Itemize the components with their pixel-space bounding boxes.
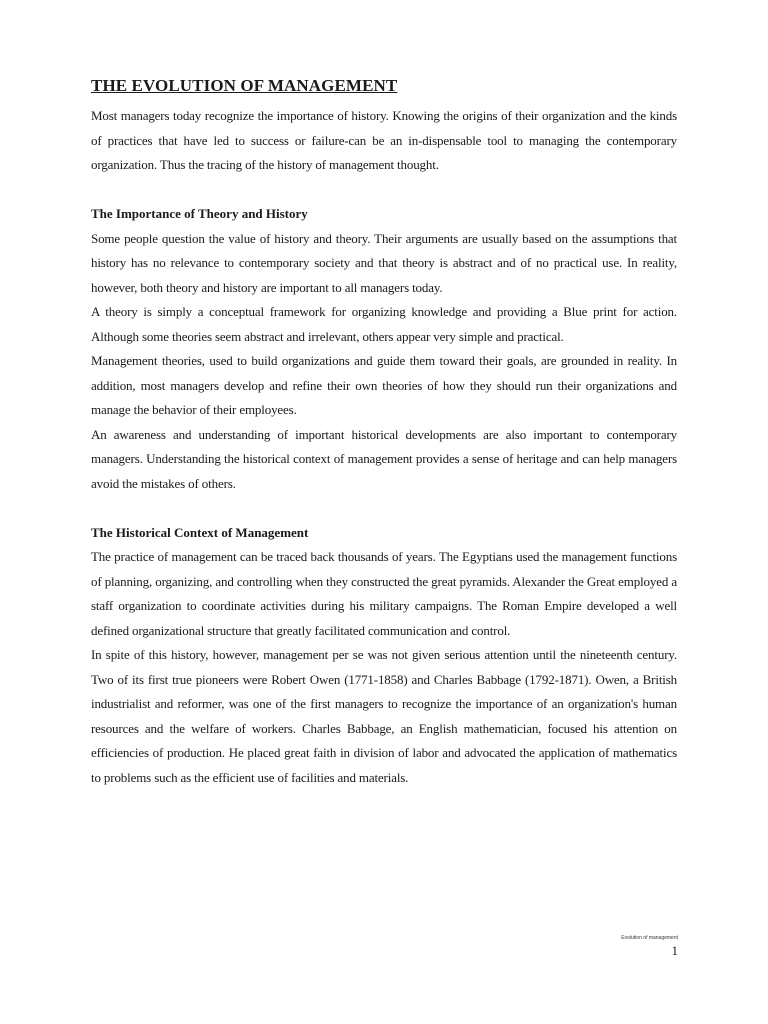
spacer xyxy=(91,496,677,521)
section-heading-theory-history: The Importance of Theory and History xyxy=(91,206,308,221)
paragraph: A theory is simply a conceptual framework for organizing knowledge and providing a Blue print for action. Although some theories seem abstract and irrelevant, others appear very simple and practical. xyxy=(91,304,677,344)
spacer xyxy=(91,178,677,203)
paragraph: Some people question the value of history and theory. Their arguments are usually based on the assumptions that history has no relevance to contemporary society and that theory is abstract and of no practical use. In reality, however, both theory and history are important to all managers today. xyxy=(91,230,677,295)
paragraph: In spite of this history, however, management per se was not given serious attention until the nineteenth century. Two of its first true pioneers were Robert Owen (1771-1858) and Charles Babbage (1792-1871). Owen, a British industrialist and reformer, was one of the first managers to recognize the importance of an organization's human resources and the welfare of workers. Charles Babbage, an English mathematician, focused his attention on efficiencies of production. He placed great faith in division of labor and advocated the application of mathematics to problems such as the efficient use of facilities and materials. xyxy=(91,647,677,785)
paragraph: The practice of management can be traced back thousands of years. The Egyptians used the management functions of planning, organizing, and controlling when they constructed the great pyramids. Alexander the Great employed a staff organization to coordinate activities during his military campaigns. The Roman Empire developed a well defined organizational structure that greatly facilitated communication and control. xyxy=(91,549,677,638)
footer-label: Evolution of management xyxy=(621,935,678,941)
section-heading-historical-context: The Historical Context of Management xyxy=(91,524,309,540)
document-body xyxy=(91,74,677,790)
document-title: THE EVOLUTION OF MANAGEMENT xyxy=(91,76,398,95)
paragraph: An awareness and understanding of important historical developments are also important to contemporary managers. Understanding the historical context of management provides a sense of heritage and can help managers avoid the mistakes of others. xyxy=(91,426,677,491)
intro-paragraph: Most managers today recognize the importance of history. Knowing the origins of their organization and the kinds of practices that have led to success or failure-can be an in-dispensable tool to managing the contemporary organization. Thus the tracing of the history of management thought. xyxy=(91,108,677,172)
page-number: 1 xyxy=(671,943,678,958)
paragraph: Management theories, used to build organizations and guide them toward their goals, are grounded in reality. In addition, most managers develop and refine their own theories of how they should run their organizations and manage the behavior of their employees. xyxy=(91,353,677,417)
